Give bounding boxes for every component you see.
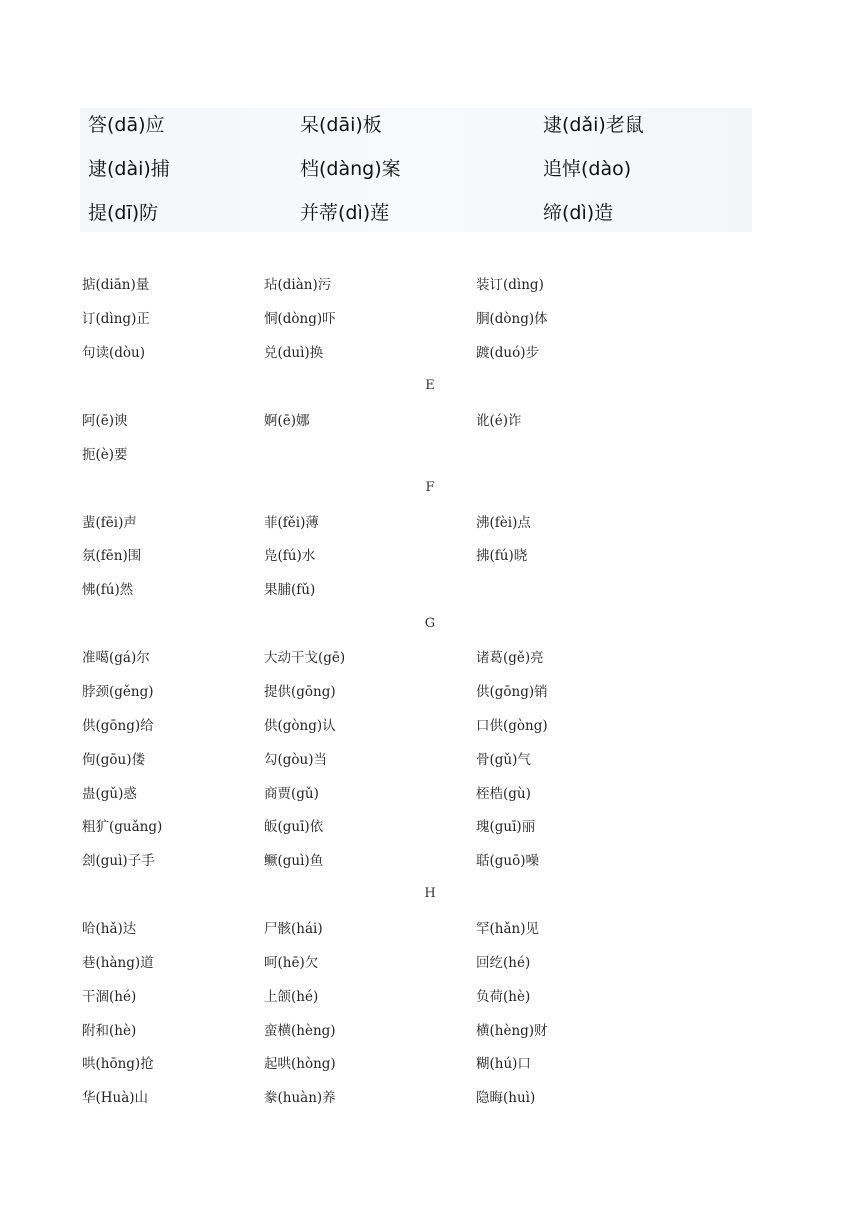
banner-entry: 并蒂(dì)莲 <box>300 202 390 224</box>
pinyin-entry: 罕(hǎn)见 <box>476 921 539 938</box>
pinyin-entry: 横(hèng)财 <box>476 1022 548 1039</box>
pinyin-entry: 恫(dòng)吓 <box>264 310 336 327</box>
entry-row <box>82 917 782 941</box>
pinyin-entry: 句读(dòu) <box>82 344 145 361</box>
pinyin-entry: 提供(gōng) <box>264 684 336 701</box>
entry-row <box>82 1052 782 1076</box>
banner-entry: 档(dàng)案 <box>300 158 401 180</box>
banner-entry: 逮(dài)捕 <box>88 158 170 180</box>
pinyin-entry: 果脯(fǔ) <box>264 582 316 599</box>
pinyin-entry: 隐晦(huì) <box>476 1090 536 1107</box>
pinyin-entry: 讹(é)诈 <box>476 412 522 429</box>
banner-row <box>80 108 752 152</box>
banner-row <box>80 152 752 196</box>
pinyin-entry: 呵(hē)欠 <box>264 955 319 971</box>
pinyin-entry: 糊(hú)口 <box>476 1056 531 1073</box>
pinyin-entry: 掂(diān)量 <box>82 277 150 293</box>
entry-row <box>82 680 782 704</box>
entry-row <box>82 1019 782 1043</box>
pinyin-entry: 怫(fú)然 <box>82 582 134 599</box>
pinyin-entry: 供(gòng)认 <box>264 717 336 734</box>
entry-row <box>82 1086 782 1110</box>
pinyin-entry: 附和(hè) <box>82 1022 137 1039</box>
pinyin-entry: 供(gōng)销 <box>476 684 548 701</box>
pinyin-entry: 瑰(guī)丽 <box>476 819 536 836</box>
pinyin-entry: 玷(diàn)污 <box>264 277 332 293</box>
entry-row <box>82 307 782 331</box>
banner-entry: 追悼(dào) <box>543 158 632 180</box>
pinyin-entry: 脖颈(gěng) <box>82 684 154 701</box>
pinyin-entry: 阿(ē)谀 <box>82 412 128 429</box>
pinyin-entry: 勾(gòu)当 <box>264 751 327 768</box>
pinyin-entry: 佝(gōu)偻 <box>82 751 145 768</box>
entry-row <box>82 849 782 873</box>
entry-row <box>82 544 782 568</box>
banner-entry: 缔(dì)造 <box>543 202 614 224</box>
entry-row <box>82 714 782 738</box>
pinyin-entry: 骨(gǔ)气 <box>476 751 531 768</box>
pinyin-entry: 桎梏(gù) <box>476 785 531 802</box>
entry-row <box>82 273 782 297</box>
pinyin-entry: 准噶(gá)尔 <box>82 650 150 667</box>
pinyin-entry: 负荷(hè) <box>476 988 531 1005</box>
pinyin-entry: 扼(è)要 <box>82 446 128 463</box>
pinyin-entry: 蛮横(hèng) <box>264 1022 336 1039</box>
entry-row <box>82 646 782 670</box>
pinyin-entry: 豢(huàn)养 <box>264 1090 336 1107</box>
entry-row <box>82 341 782 365</box>
entry-row <box>82 443 782 467</box>
banner-entry: 答(dā)应 <box>88 114 165 136</box>
section-letter: H <box>424 886 436 902</box>
pinyin-entry: 哈(hǎ)达 <box>82 921 137 938</box>
pinyin-entry: 婀(ē)娜 <box>264 412 310 429</box>
pinyin-entry: 鳜(guì)鱼 <box>264 853 324 870</box>
banner-row <box>80 196 752 240</box>
section-letter: F <box>425 479 435 495</box>
entry-row <box>82 748 782 772</box>
entry-row <box>82 578 782 602</box>
pinyin-banner <box>80 108 752 232</box>
pinyin-entry: 凫(fú)水 <box>264 548 316 565</box>
pinyin-entry: 上颌(hé) <box>264 988 319 1005</box>
section-letter: E <box>425 377 435 393</box>
pinyin-entry: 菲(fěi)薄 <box>264 514 319 531</box>
pinyin-entry: 蜚(fēi)声 <box>82 514 137 531</box>
pinyin-entry: 踱(duó)步 <box>476 344 539 361</box>
banner-entry: 呆(dāi)板 <box>300 114 382 136</box>
banner-entry: 逮(dǎi)老鼠 <box>543 114 644 136</box>
pinyin-entry: 口供(gòng) <box>476 717 548 734</box>
entry-row <box>82 511 782 535</box>
pinyin-entry: 装订(dìng) <box>476 277 544 293</box>
pinyin-entry: 胴(dòng)体 <box>476 310 548 327</box>
pinyin-entry: 粗犷(guǎng) <box>82 819 163 836</box>
pinyin-entry: 订(dìng)正 <box>82 310 150 327</box>
pinyin-entry: 皈(guī)依 <box>264 819 324 836</box>
pinyin-entry: 拂(fú)晓 <box>476 548 528 565</box>
pinyin-entry: 起哄(hòng) <box>264 1056 336 1073</box>
pinyin-entry: 哄(hōng)抢 <box>82 1056 154 1073</box>
pinyin-entry: 干涸(hé) <box>82 988 137 1005</box>
entry-row <box>82 409 782 433</box>
entry-row <box>82 951 782 975</box>
pinyin-entry: 兑(duì)换 <box>264 344 324 361</box>
pinyin-entry: 诸葛(gě)亮 <box>476 650 544 667</box>
banner-entry: 提(dī)防 <box>88 202 159 224</box>
pinyin-entry: 氛(fēn)围 <box>82 548 142 565</box>
pinyin-entry: 刽(guì)子手 <box>82 853 155 870</box>
pinyin-entry: 回纥(hé) <box>476 955 531 971</box>
pinyin-entry: 巷(hàng)道 <box>82 955 154 971</box>
pinyin-entry: 尸骸(hái) <box>264 921 323 938</box>
pinyin-entry: 沸(fèi)点 <box>476 514 531 531</box>
pinyin-entry: 商贾(gǔ) <box>264 785 319 802</box>
pinyin-entry: 华(Huà)山 <box>82 1090 149 1107</box>
pinyin-entry: 聒(guō)噪 <box>476 853 539 870</box>
pinyin-entry: 蛊(gǔ)惑 <box>82 785 137 802</box>
entry-row <box>82 985 782 1009</box>
entry-row <box>82 782 782 806</box>
entry-row <box>82 815 782 839</box>
pinyin-entry: 大动干戈(gē) <box>264 650 346 667</box>
pinyin-entry: 供(gōng)给 <box>82 717 154 734</box>
section-letter: G <box>424 615 436 631</box>
